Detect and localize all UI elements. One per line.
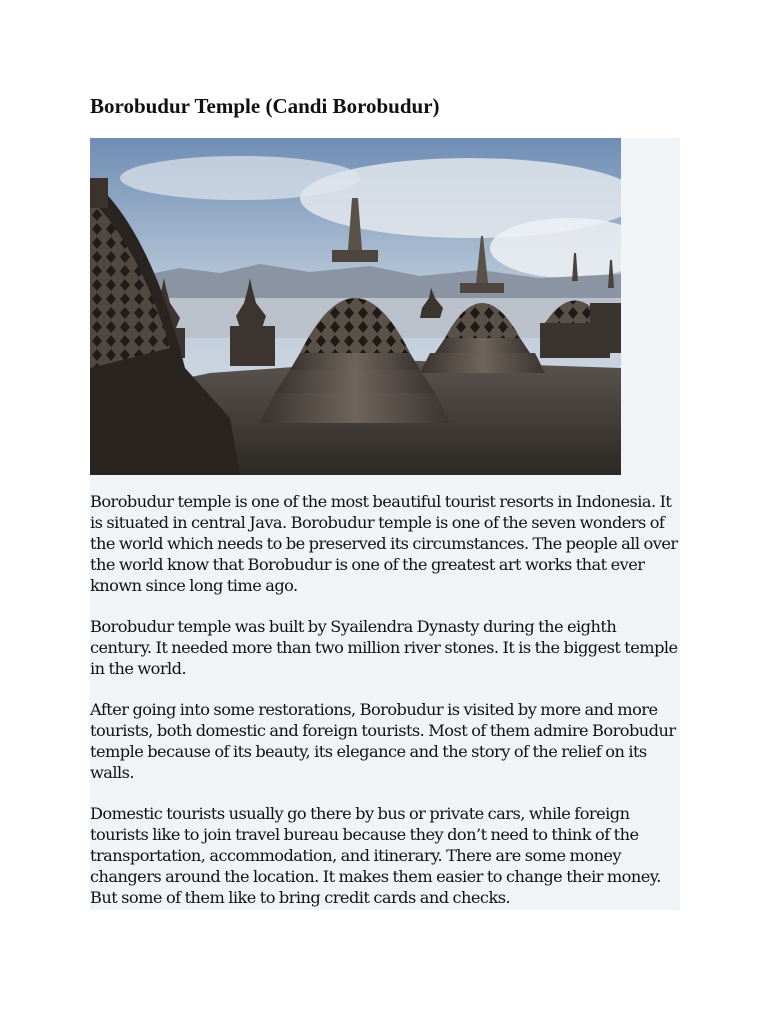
page-title: Borobudur Temple (Candi Borobudur) bbox=[90, 94, 440, 118]
paragraph: Borobudur temple is one of the most beautiful tourist resorts in Indonesia. It is situated in central Java. Borobudur temple is one of the seven wonders of the world which needs to be preserved its circumstances. The people all over the world know that Borobudur is one of the greatest art works that ever known since long time ago. bbox=[90, 492, 678, 595]
article-body bbox=[90, 491, 680, 928]
temple-photo bbox=[90, 138, 621, 475]
paragraph: After going into some restorations, Borobudur is visited by more and more tourists, both domestic and foreign tourists. Most of them admire Borobudur temple because of its beauty, its elegance and the story of the relief on its walls. bbox=[90, 700, 676, 782]
paragraph: Domestic tourists usually go there by bus or private cars, while foreign tourists like to join travel bureau because they don’t need to think of the transportation, accommodation, and itinerary. There are some money changers around the location. It makes them easier to change their money. But some of them like to bring credit cards and checks. bbox=[90, 804, 661, 907]
paragraph: Borobudur temple was built by Syailendra Dynasty during the eighth century. It needed more than two million river stones. It is the biggest temple in the world. bbox=[90, 617, 678, 678]
